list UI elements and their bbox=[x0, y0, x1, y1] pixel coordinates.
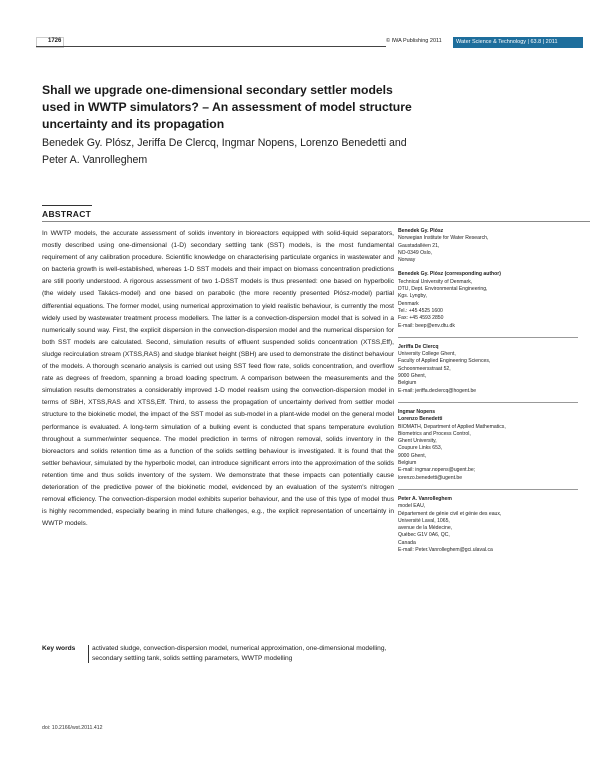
affiliation-block bbox=[398, 402, 578, 482]
affiliation-line: Département de génie civil et génie des eaux, bbox=[398, 510, 502, 517]
abstract-divider bbox=[42, 221, 590, 222]
affiliation-line: Ghent University, bbox=[398, 438, 437, 445]
affiliation-block bbox=[398, 489, 578, 554]
affiliation-line: Fax: +45 4593 2850 bbox=[398, 315, 444, 322]
affiliation-line: BIOMATH, Department of Applied Mathematics, bbox=[398, 423, 506, 430]
doi: doi: 10.2166/wst.2011.412 bbox=[42, 725, 103, 731]
affiliations bbox=[398, 228, 578, 561]
affiliation-name: Benedek Gy. Plósz (corresponding author) bbox=[398, 271, 501, 278]
affiliation-name: Ingmar Nopens bbox=[398, 408, 436, 415]
affiliation-line: Gaustadalléen 21, bbox=[398, 242, 440, 249]
affiliation-line: Coupure Links 653, bbox=[398, 445, 443, 452]
affiliation-line: E-mail: Peter.Vanrolleghem@gci.ulaval.ca bbox=[398, 546, 493, 553]
keywords-label: Key words bbox=[42, 645, 76, 652]
affiliation-line: model EAU, bbox=[398, 503, 426, 510]
affiliation-line: Schoonmeersstraat 52, bbox=[398, 365, 451, 372]
affiliation-line: Technical University of Denmark, bbox=[398, 278, 473, 285]
affiliation-name: Lorenzo Benedetti bbox=[398, 416, 443, 423]
affiliation-line: 9000 Ghent, bbox=[398, 373, 427, 380]
article-title: Shall we upgrade one-dimensional secondary settler models used in WWTP simulators? – An assessment of model structure uncertainty and its propagation bbox=[42, 83, 412, 131]
abstract-heading: ABSTRACT bbox=[42, 209, 92, 219]
keywords-divider bbox=[88, 645, 89, 663]
page-number: 1726 bbox=[48, 38, 62, 44]
affiliation-name: Benedek Gy. Plósz bbox=[398, 228, 444, 234]
affiliation-line: avenue de la Médecine, bbox=[398, 525, 453, 532]
affiliation-line: Belgium bbox=[398, 460, 417, 467]
affiliation-line: E-mail: jeriffa.declercq@hogent.be bbox=[398, 387, 477, 394]
affiliation-line: University College Ghent, bbox=[398, 351, 456, 358]
affiliation-block bbox=[398, 337, 578, 395]
affiliation-line: 9000 Ghent, bbox=[398, 452, 427, 459]
affiliation-line: Kgs. Lyngby, bbox=[398, 293, 427, 300]
affiliation-line: Norwegian Institute for Water Research, bbox=[398, 235, 489, 242]
abstract-text: In WWTP models, the accurate assessment of solids inventory in bioreactors equipped with solid-liquid separators, mostly described using one-dimensional (1-D) secondary settling tank (SST) models, is the most fundamental requirement of any calibration procedure. Scientific knowledge on characterising particulate organics in wastewater and on bacteria growth is well-established, whereas 1-D SST models and their impact on biomass concentration predictions are still poorly understood. A rigorous assessment of two 1-DSST models is thus presented: one based on hyperbolic (the widely used Takács-model) and one based on parabolic (the more recently presented Plósz-model) partial differential equations. The former model, using numerical approximation to yield realistic behaviour, is currently the most widely used by wastewater treatment process modellers. The latter is a convection-dispersion model that is solved in a numerically sound way. First, the explicit dispersion in the convection-dispersion model and the numerical dispersion for both SST models are calculated. Second, simulation results of effluent suspended solids concentration (XTSS,Eff), sludge recirculation stream (XTSS,RAS) and sludge blanket height (SBH) are used to demonstrate the distinct behaviour of the models. A thorough scenario analysis is carried out using SST feed flow rate, solids concentration, and overflow rate as degrees of freedom, spanning a broad loading spectrum. A comparison between the measurements and the simulation results demonstrates a considerably improved 1-D model realism using the convection-dispersion model in terms of SBH, XTSS,RAS and XTSS,Eff. Third, to assess the propagation of uncertainty derived from settler model structure to the biokinetic model, the impact of the SST model as sub-model in a plant-wide model on the general model performance is evaluated. A long-term simulation of a bulking event is conducted that spans temperature evolution throughout a summer/winter sequence. The model prediction in terms of nitrogen removal, solids inventory in the bioreactors and solids retention time as a function of the solids settling behaviour is investigated. It is found that the settler behaviour, simulated by the hyperbolic model, can introduce significant errors into the approximation of the solids retention time and thus solids inventory of the system. We demonstrate that these impacts can potentially cause deterioration of the predictive power of the biokinetic model, evidenced by an evaluation of the system's nitrogen removal efficiency. The convection-dispersion model exhibits superior behaviour, and the use of this type of model thus is highly recommended, especially bearing in mind future challenges, e.g., the explicit representation of uncertainty in WWTP models. bbox=[42, 230, 394, 528]
affiliation-line: E-mail: beep@env.dtu.dk bbox=[398, 322, 455, 329]
affiliation-block bbox=[398, 271, 578, 329]
publisher-notice: © IWA Publishing 2011 bbox=[386, 38, 442, 44]
affiliation-line: Norway bbox=[398, 257, 416, 264]
affiliation-block bbox=[398, 228, 578, 264]
affiliation-line: E-mail: ingmar.nopens@ugent.be; bbox=[398, 467, 476, 474]
affiliation-line: lorenzo.benedetti@ugent.be bbox=[398, 474, 463, 481]
affiliation-line: Canada bbox=[398, 539, 416, 546]
author-list: Benedek Gy. Plósz, Jeriffa De Clercq, Ingmar Nopens, Lorenzo Benedetti and Peter A. Vanrolleghem bbox=[42, 137, 407, 166]
journal-citation: Water Science & Technology | 63.8 | 2011 bbox=[453, 37, 583, 48]
running-header bbox=[36, 37, 558, 48]
affiliation-line: NO-0349 Oslo, bbox=[398, 249, 432, 256]
affiliation-line: Biometrics and Process Control, bbox=[398, 430, 471, 437]
keywords-text: activated sludge, convection-dispersion model, numerical approximation, one-dimensional modelling, secondary settling tank, solids settling parameters, WWTP modelling bbox=[92, 645, 387, 662]
affiliation-line: Belgium bbox=[398, 380, 417, 387]
header-rule bbox=[36, 46, 386, 47]
affiliation-line: Faculty of Applied Engineering Sciences, bbox=[398, 358, 491, 365]
affiliation-line: DTU, Dept. Environmental Engineering, bbox=[398, 286, 488, 293]
affiliation-name: Jeriffa De Clercq bbox=[398, 343, 439, 350]
affiliation-line: Québec G1V 0A6, QC, bbox=[398, 532, 450, 539]
affiliation-line: Université Laval, 1065, bbox=[398, 517, 450, 524]
affiliation-line: Denmark bbox=[398, 300, 419, 307]
affiliation-name: Peter A. Vanrolleghem bbox=[398, 495, 452, 502]
abstract-rule bbox=[42, 205, 92, 206]
affiliation-line: Tel.: +45 4525 1600 bbox=[398, 307, 443, 314]
